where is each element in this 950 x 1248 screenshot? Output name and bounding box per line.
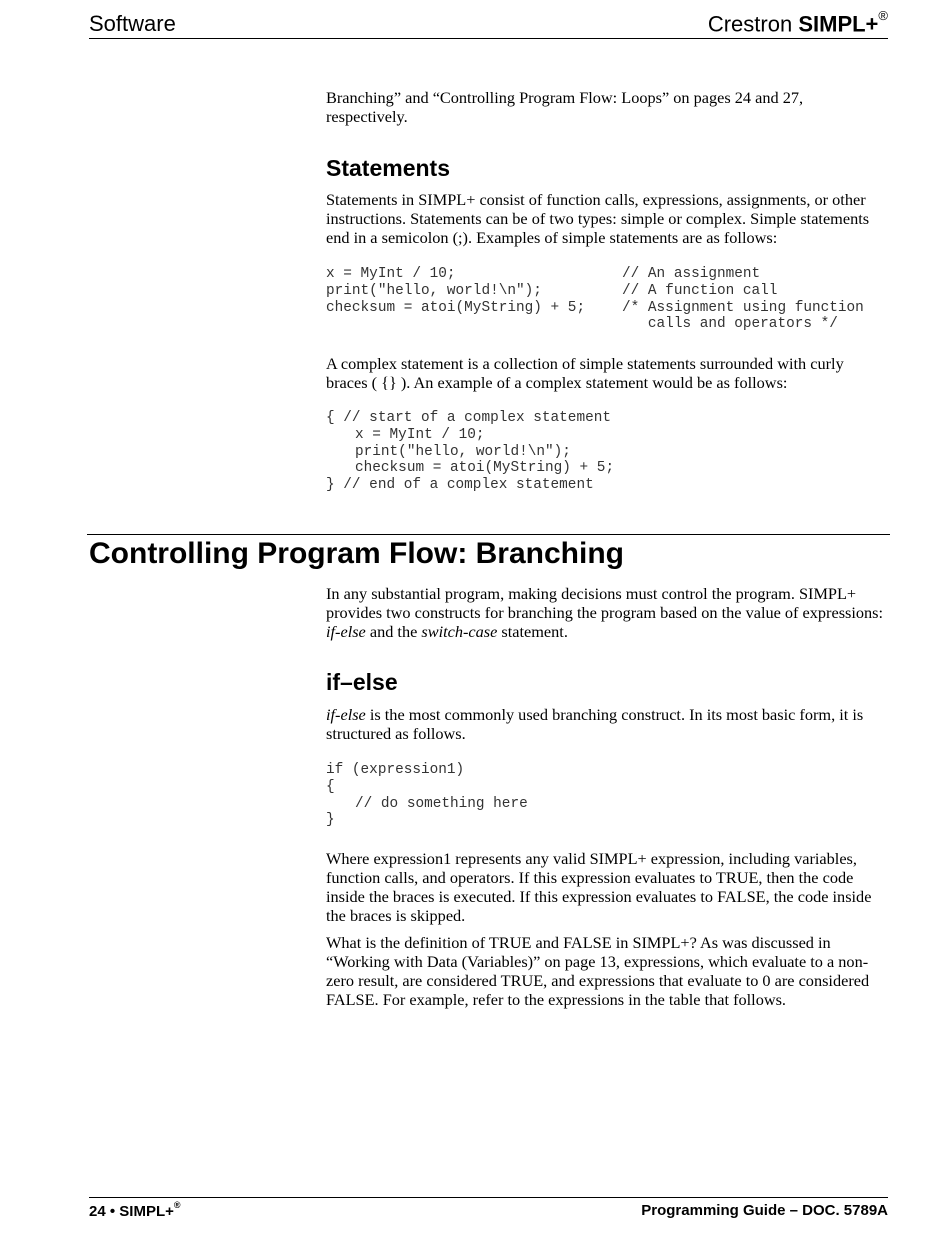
branching-intro-text: and the bbox=[365, 622, 422, 641]
code-line bbox=[326, 316, 888, 333]
ifelse-para2: Where expression1 represents any valid SIMPL+ expression, including variables, function calls, and operators. If this expression evaluates to TRUE, then the code inside the braces is executed. If this expression evaluates to FALSE, the code inside the braces is skipped. bbox=[326, 849, 872, 925]
code-line: x = MyInt / 10; bbox=[355, 426, 485, 443]
statements-para1: Statements in SIMPL+ consist of function calls, expressions, assignments, or other instructions. Statements can be of two types: simple or complex. Simple statements end in a semicolon (;). Examples of simple statements are as follows: bbox=[326, 190, 870, 247]
statements-para2-wrap bbox=[326, 354, 888, 392]
code-text: x = MyInt / 10; bbox=[326, 266, 456, 282]
code-line bbox=[326, 283, 888, 300]
statements-para2: A complex statement is a collection of simple statements surrounded with curly braces ( {} ). An example of a complex statement would be as follows: bbox=[326, 354, 844, 392]
header-section-title: Software bbox=[89, 11, 176, 36]
branching-em-switchcase: switch-case bbox=[421, 622, 498, 641]
branching-intro-text: statement. bbox=[497, 622, 568, 641]
ifelse-para1 bbox=[326, 705, 888, 743]
footer-page-number bbox=[89, 1202, 181, 1220]
header-product-title bbox=[708, 5, 888, 38]
ifelse-para1-wrap bbox=[326, 705, 888, 743]
branching-em-ifelse: if-else bbox=[326, 622, 366, 641]
code-comment: /* Assignment using function bbox=[622, 299, 864, 316]
statements-para1-wrap bbox=[326, 190, 888, 247]
code-comment: // A function call bbox=[622, 282, 778, 299]
code-line: // do something here bbox=[355, 795, 528, 812]
ifelse-para3: What is the definition of TRUE and FALSE in SIMPL+? As was discussed in “Working with Data (Variables)” on page 13, expressions, which evaluate to a non-zero result, are considered TRUE, and expressions that evaluate to 0 are considered FALSE. For example, refer to the expressions in the table that follows. bbox=[326, 933, 870, 1009]
code-line bbox=[326, 300, 888, 317]
statements-heading: Statements bbox=[326, 155, 450, 181]
code-text: print("hello, world!\n"); bbox=[326, 282, 542, 299]
intro-continuation bbox=[326, 88, 888, 126]
header-registered-mark: ® bbox=[878, 7, 888, 23]
branching-heading: Controlling Program Flow: Branching bbox=[89, 537, 624, 570]
statements-section bbox=[326, 154, 888, 182]
intro-paragraph: Branching” and “Controlling Program Flow: Loops” on pages 24 and 27, respectively. bbox=[326, 88, 804, 126]
branching-intro-wrap bbox=[326, 584, 888, 641]
header-brand: Crestron bbox=[707, 11, 799, 36]
code-line: { bbox=[326, 778, 335, 795]
page-footer bbox=[89, 1197, 888, 1224]
code-line: } bbox=[326, 812, 335, 829]
header-product: SIMPL+ bbox=[798, 11, 879, 36]
branching-intro bbox=[326, 584, 888, 641]
footer-page-label: 24 • SIMPL+ bbox=[89, 1203, 174, 1220]
ifelse-para1-text: is the most commonly used branching construct. In its most basic form, it is structured as follows. bbox=[326, 705, 864, 743]
code-line: { // start of a complex statement bbox=[326, 410, 611, 426]
code-text: checksum = atoi(MyString) + 5; bbox=[326, 299, 586, 316]
footer-doc-title: Programming Guide – DOC. 5789A bbox=[641, 1202, 888, 1219]
code-line: print("hello, world!\n"); bbox=[355, 443, 571, 460]
code-block-simple-statements bbox=[326, 266, 888, 333]
page-header bbox=[89, 7, 888, 39]
code-block-complex-statement bbox=[326, 410, 888, 494]
code-comment: calls and operators */ bbox=[622, 316, 838, 333]
code-comment: // An assignment bbox=[622, 266, 761, 282]
code-block-ifelse bbox=[326, 762, 888, 829]
section-divider bbox=[87, 534, 890, 535]
ifelse-para3-wrap bbox=[326, 933, 888, 1009]
branching-intro-text: In any substantial program, making decisions must control the program. SIMPL+ provides two constructs for branching the program based on the value of expressions: bbox=[326, 584, 884, 622]
code-line: if (expression1) bbox=[326, 762, 465, 778]
code-line: checksum = atoi(MyString) + 5; bbox=[355, 460, 615, 477]
ifelse-para2-wrap bbox=[326, 849, 888, 925]
ifelse-section bbox=[326, 668, 888, 696]
ifelse-heading: if–else bbox=[326, 669, 398, 695]
code-line: } // end of a complex statement bbox=[326, 477, 594, 494]
ifelse-em: if-else bbox=[326, 705, 366, 724]
code-line bbox=[326, 266, 888, 283]
footer-registered-mark: ® bbox=[173, 1200, 181, 1210]
